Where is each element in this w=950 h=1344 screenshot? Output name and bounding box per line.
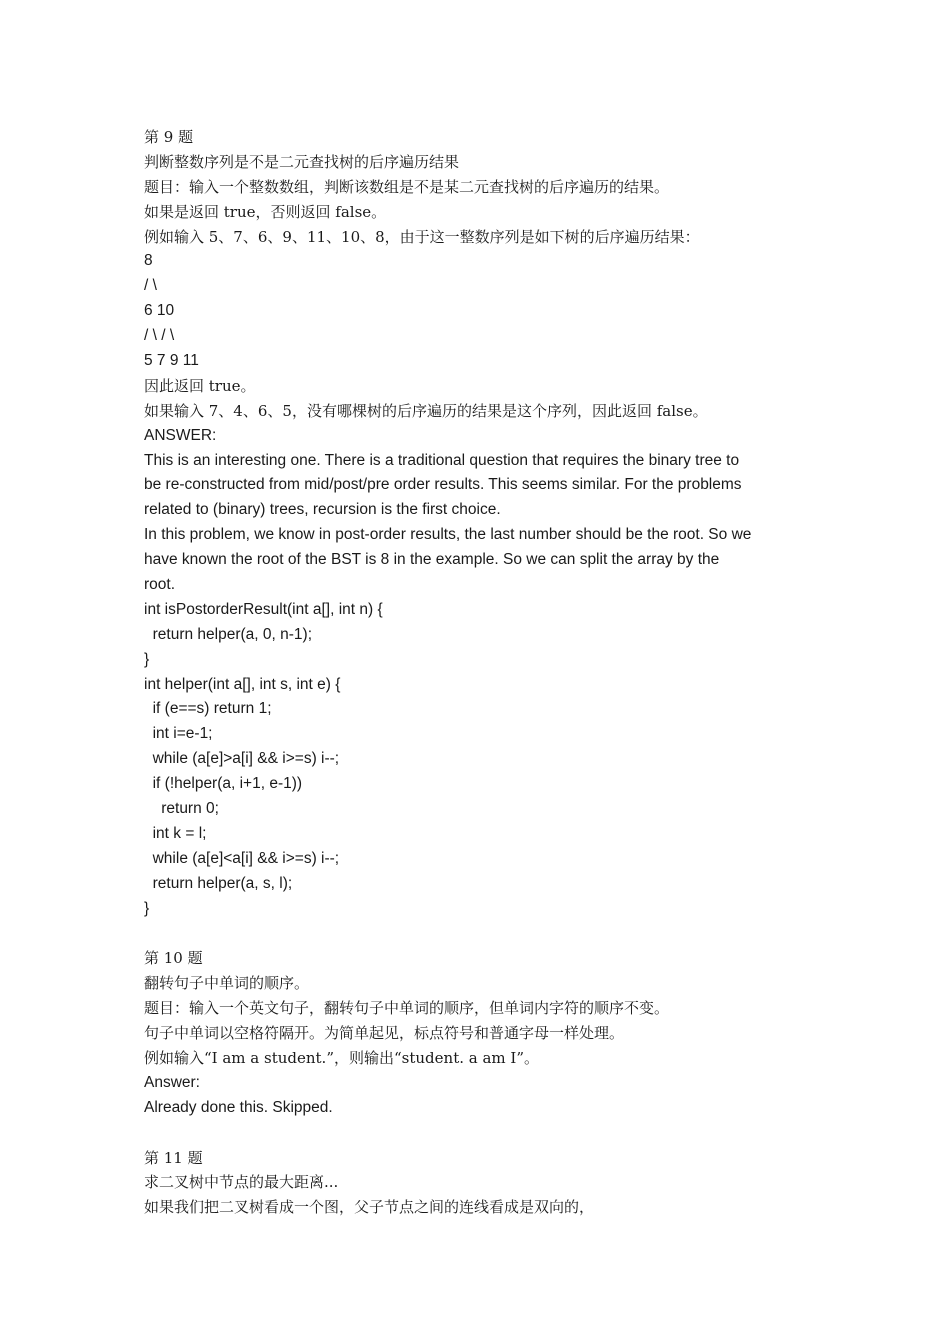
code-line: }	[144, 899, 150, 917]
tree-line: / \ / \	[144, 327, 175, 345]
section-9-example: 例如输入 5、7、6、9、11、10、8，由于这一整数序列是如下树的后序遍历结果：	[144, 227, 700, 246]
tree-line: / \	[144, 277, 157, 295]
document-content	[144, 125, 824, 1220]
section-spacer	[144, 1121, 824, 1146]
code-line: int k = l;	[144, 824, 207, 842]
section-10-example: 例如输入“I am a student.”，则输出“student. a am I”。	[144, 1048, 539, 1067]
tree-line: 5 7 9 11	[144, 352, 199, 370]
answer-text-line: root.	[144, 576, 176, 594]
code-line: int i=e-1;	[144, 725, 213, 743]
answer-text-line: related to (binary) trees, recursion is the first choice.	[144, 501, 501, 519]
tree-line: 6 10	[144, 302, 175, 320]
code-line: if (e==s) return 1;	[144, 700, 272, 718]
code-line: return helper(a, 0, n-1);	[144, 625, 312, 643]
answer-text-line: In this problem, we know in post-order results, the last number should be the root. So we	[144, 526, 752, 544]
answer-text-line: This is an interesting one. There is a traditional question that requires the binary tree to	[144, 451, 740, 469]
section-10-answer-label: Answer:	[144, 1073, 200, 1091]
code-line: while (a[e]>a[i] && i>=s) i--;	[144, 750, 340, 768]
tree-line: 8	[144, 252, 153, 270]
section-9-rule: 如果是返回 true，否则返回 false。	[144, 202, 387, 221]
section-11-text: 如果我们把二叉树看成一个图，父子节点之间的连线看成是双向的，	[144, 1198, 595, 1217]
section-9-title: 判断整数序列是不是二元查找树的后序遍历结果	[144, 152, 460, 171]
code-line: int isPostorderResult(int a[], int n) {	[144, 600, 383, 618]
section-11-title: 求二叉树中节点的最大距离...	[144, 1173, 339, 1192]
section-spacer	[144, 922, 824, 947]
section-9-answer-label: ANSWER:	[144, 426, 217, 444]
answer-text-line: have known the root of the BST is 8 in the example. So we can split the array by the	[144, 551, 720, 569]
code-line: return helper(a, s, l);	[144, 874, 293, 892]
section-9-question: 题目：输入一个整数数组，判断该数组是不是某二元查找树的后序遍历的结果。	[144, 177, 670, 196]
code-line: while (a[e]<a[i] && i>=s) i--;	[144, 849, 340, 867]
section-10-heading: 第 10 题	[144, 949, 203, 968]
section-9-counter-example: 如果输入 7、4、6、5，没有哪棵树的后序遍历的结果是这个序列，因此返回 false。	[144, 401, 708, 420]
section-10-title: 翻转句子中单词的顺序。	[144, 974, 310, 993]
code-line: }	[144, 650, 150, 668]
code-line: return 0;	[144, 800, 219, 818]
code-line: int helper(int a[], int s, int e) {	[144, 675, 341, 693]
section-9-heading: 第 9 题	[144, 128, 194, 146]
answer-text-line: be re-constructed from mid/post/pre order results. This seems similar. For the problems	[144, 476, 742, 494]
section-10-question: 题目：输入一个英文句子，翻转句子中单词的顺序，但单词内字符的顺序不变。	[144, 999, 670, 1018]
code-line: if (!helper(a, i+1, e-1))	[144, 775, 303, 793]
section-9-therefore: 因此返回 true。	[144, 376, 256, 395]
section-11-heading: 第 11 题	[144, 1148, 203, 1167]
section-10-answer-text: Already done this. Skipped.	[144, 1098, 333, 1116]
section-10-rule: 句子中单词以空格符隔开。为简单起见，标点符号和普通字母一样处理。	[144, 1024, 625, 1043]
